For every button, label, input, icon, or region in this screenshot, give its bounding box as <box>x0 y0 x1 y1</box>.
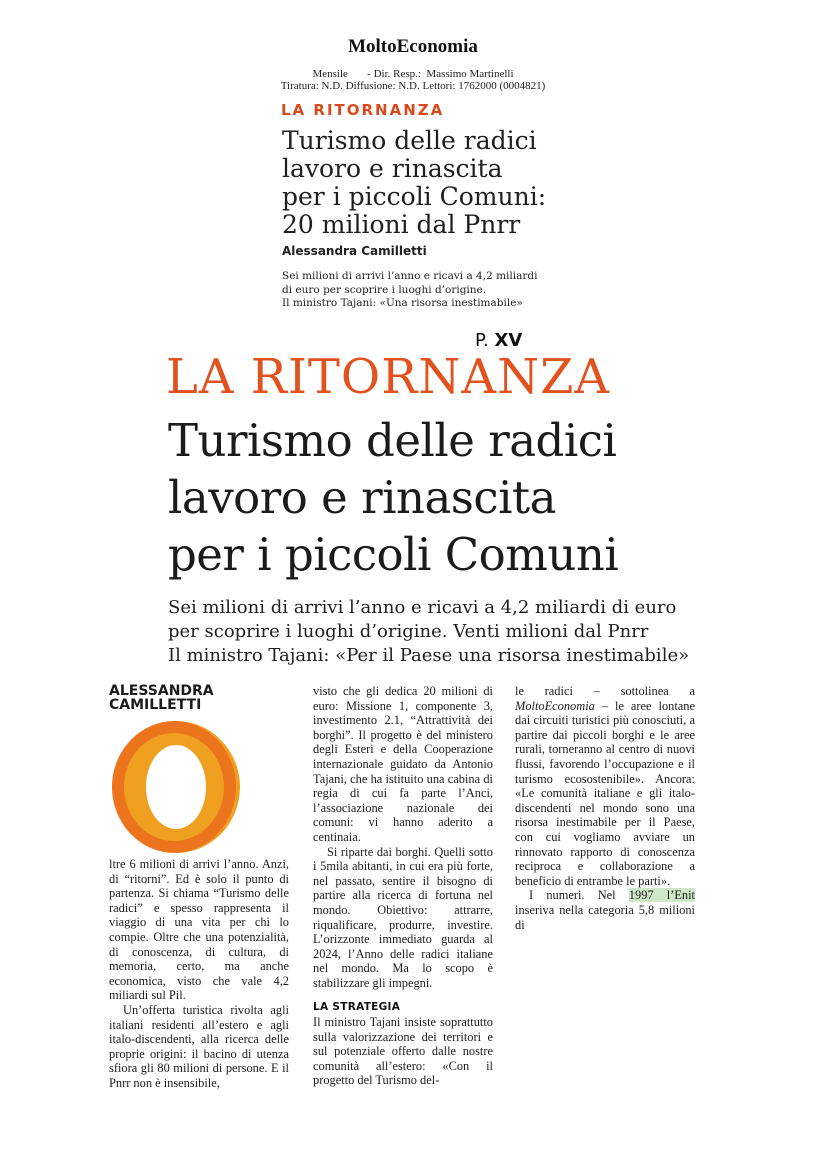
page-reference <box>475 330 522 351</box>
article-headline-line: per i piccoli Comuni <box>168 528 619 581</box>
teaser-summary-line: di euro per scoprire i luoghi d’origine. <box>282 283 487 296</box>
column-3-text: – le aree lontane dai circuiti turistici più conosciuti, a partire dai piccoli borghi e le aree rurali, torneranno al centro di nuovi flussi, favorendo l’occupazione e il turismo ecosostenibile». Ancora: «Le comunità italiane e gli italo-discendenti nel mondo sono una risorsa inestimabile per il Paese, con cui vogliamo avviare un rinnovato rapporto di conoscenza reciproca e collaborazione a beneficio di entrambe le parti». <box>515 698 695 888</box>
article-summary-line: Sei milioni di arrivi l’anno e ricavi a 4,2 miliardi di euro <box>168 597 677 618</box>
article-headline-line: Turismo delle radici <box>168 414 617 467</box>
column-2-paragraph-1: visto che gli dedica 20 milioni di euro: Missione 1, componente 3, investimento 2.1, “Attrattività dei borghi”. Il progetto è del ministero degli Esteri e della Cooperazione internazionale guidato da Antonio Tajani, che ha istituito una cabina di regia di cui fa parte l’Anci, l’associazione nazionale dei comuni: vi hanno aderito a centinaia. <box>313 684 493 844</box>
article-column-1 <box>109 857 289 1091</box>
column-3-text: I numeri. Nel <box>529 888 629 903</box>
teaser-headline-line: Turismo delle radici <box>282 126 537 155</box>
publication-mention: MoltoEconomia <box>515 698 595 713</box>
article-summary-line: Il ministro Tajani: «Per il Paese una risorsa inestimabile» <box>168 645 690 666</box>
publication-title: MoltoEconomia <box>348 36 478 57</box>
drop-cap-o <box>108 718 244 856</box>
article-column-3 <box>515 684 695 932</box>
teaser-summary <box>282 270 572 311</box>
column-2-paragraph-2: Si riparte dai borghi. Quelli sotto i 5mila abitanti, in cui era più forte, nel passato, sentire il bisogno di partire alla ricerca di fortuna nel mondo. Obiettivo: attrarre, riqualificare, produrre, investire. L’orizzonte immediato guarda al 2024, l’Anno delle radici italiane nel mondo. Ma lo scopo è stabilizzare gli impegni. <box>313 844 493 990</box>
article-summary <box>168 596 728 668</box>
article-kicker: LA RITORNANZA <box>166 349 611 405</box>
meta-line-1: Mensile - Dir. Resp.: Massimo Martinelli <box>312 68 514 80</box>
teaser-headline-line: 20 milioni dal Pnrr <box>282 210 521 239</box>
meta-line-2: Tiratura: N.D. Diffusione: N.D. Lettori: 1762000 (0004821) <box>280 80 546 92</box>
teaser-headline-line: per i piccoli Comuni: <box>282 182 547 211</box>
column-3-text: inseriva nella categoria 5,8 milioni di <box>515 902 695 932</box>
column-1-paragraph-1: ltre 6 milioni di arrivi l’anno. Anzi, di “ritorni”. Ed è solo il punto di partenza. Si chiama “Turismo delle radici” e spesso rappresenta il viaggio di una vita per chi lo compie. Oltre che una potenzialità, di conoscenza, di cultura, di memoria, certo, ma anche economica, visto che vale 4,2 miliardi sul Pil. <box>109 857 289 1003</box>
teaser-headline <box>282 127 582 239</box>
subheading-strategia: LA STRATEGIA <box>313 1001 401 1014</box>
article-summary-line: per scoprire i luoghi d’origine. Venti milioni dal Pnrr <box>168 621 649 642</box>
teaser-kicker: LA RITORNANZA <box>281 101 445 119</box>
article-headline-line: lavoro e rinascita <box>168 471 556 524</box>
page-prefix: P. <box>475 330 489 351</box>
column-2-paragraph-3: Il ministro Tajani insiste soprattutto sulla valorizzazione dei territori e sul potenziale offerto dalle nostre comunità all’estero: «Con il progetto del Turismo del- <box>313 1015 493 1088</box>
column-1-paragraph-2: Un’offerta turistica rivolta agli italiani residenti all’estero e agli italo-discendenti, alla ricerca delle proprie origini: il bacino di utenza sfiora gli 80 milioni di persone. E il Pnrr non è insensibile, <box>109 1002 289 1090</box>
teaser-author: Alessandra Camilletti <box>282 244 427 258</box>
highlighted-text: 1997 l’Enit <box>628 888 695 903</box>
column-3-paragraph-1 <box>515 684 695 888</box>
article-headline <box>168 412 728 583</box>
page-number: XV <box>494 330 523 351</box>
teaser-summary-line: Il ministro Tajani: «Una risorsa inestimabile» <box>282 297 523 309</box>
teaser-summary-line: Sei milioni di arrivi l’anno e ricavi a 4,2 miliardi <box>282 270 538 282</box>
author-last-name: CAMILLETTI <box>109 697 202 713</box>
publication-meta <box>0 68 826 92</box>
column-3-paragraph-2 <box>515 888 695 932</box>
column-3-text: le radici – sottolinea a <box>515 684 695 698</box>
article-author <box>109 684 259 712</box>
article-column-2 <box>313 684 493 1088</box>
teaser-headline-line: lavoro e rinascita <box>282 154 503 183</box>
author-first-name: ALESSANDRA <box>109 683 214 699</box>
